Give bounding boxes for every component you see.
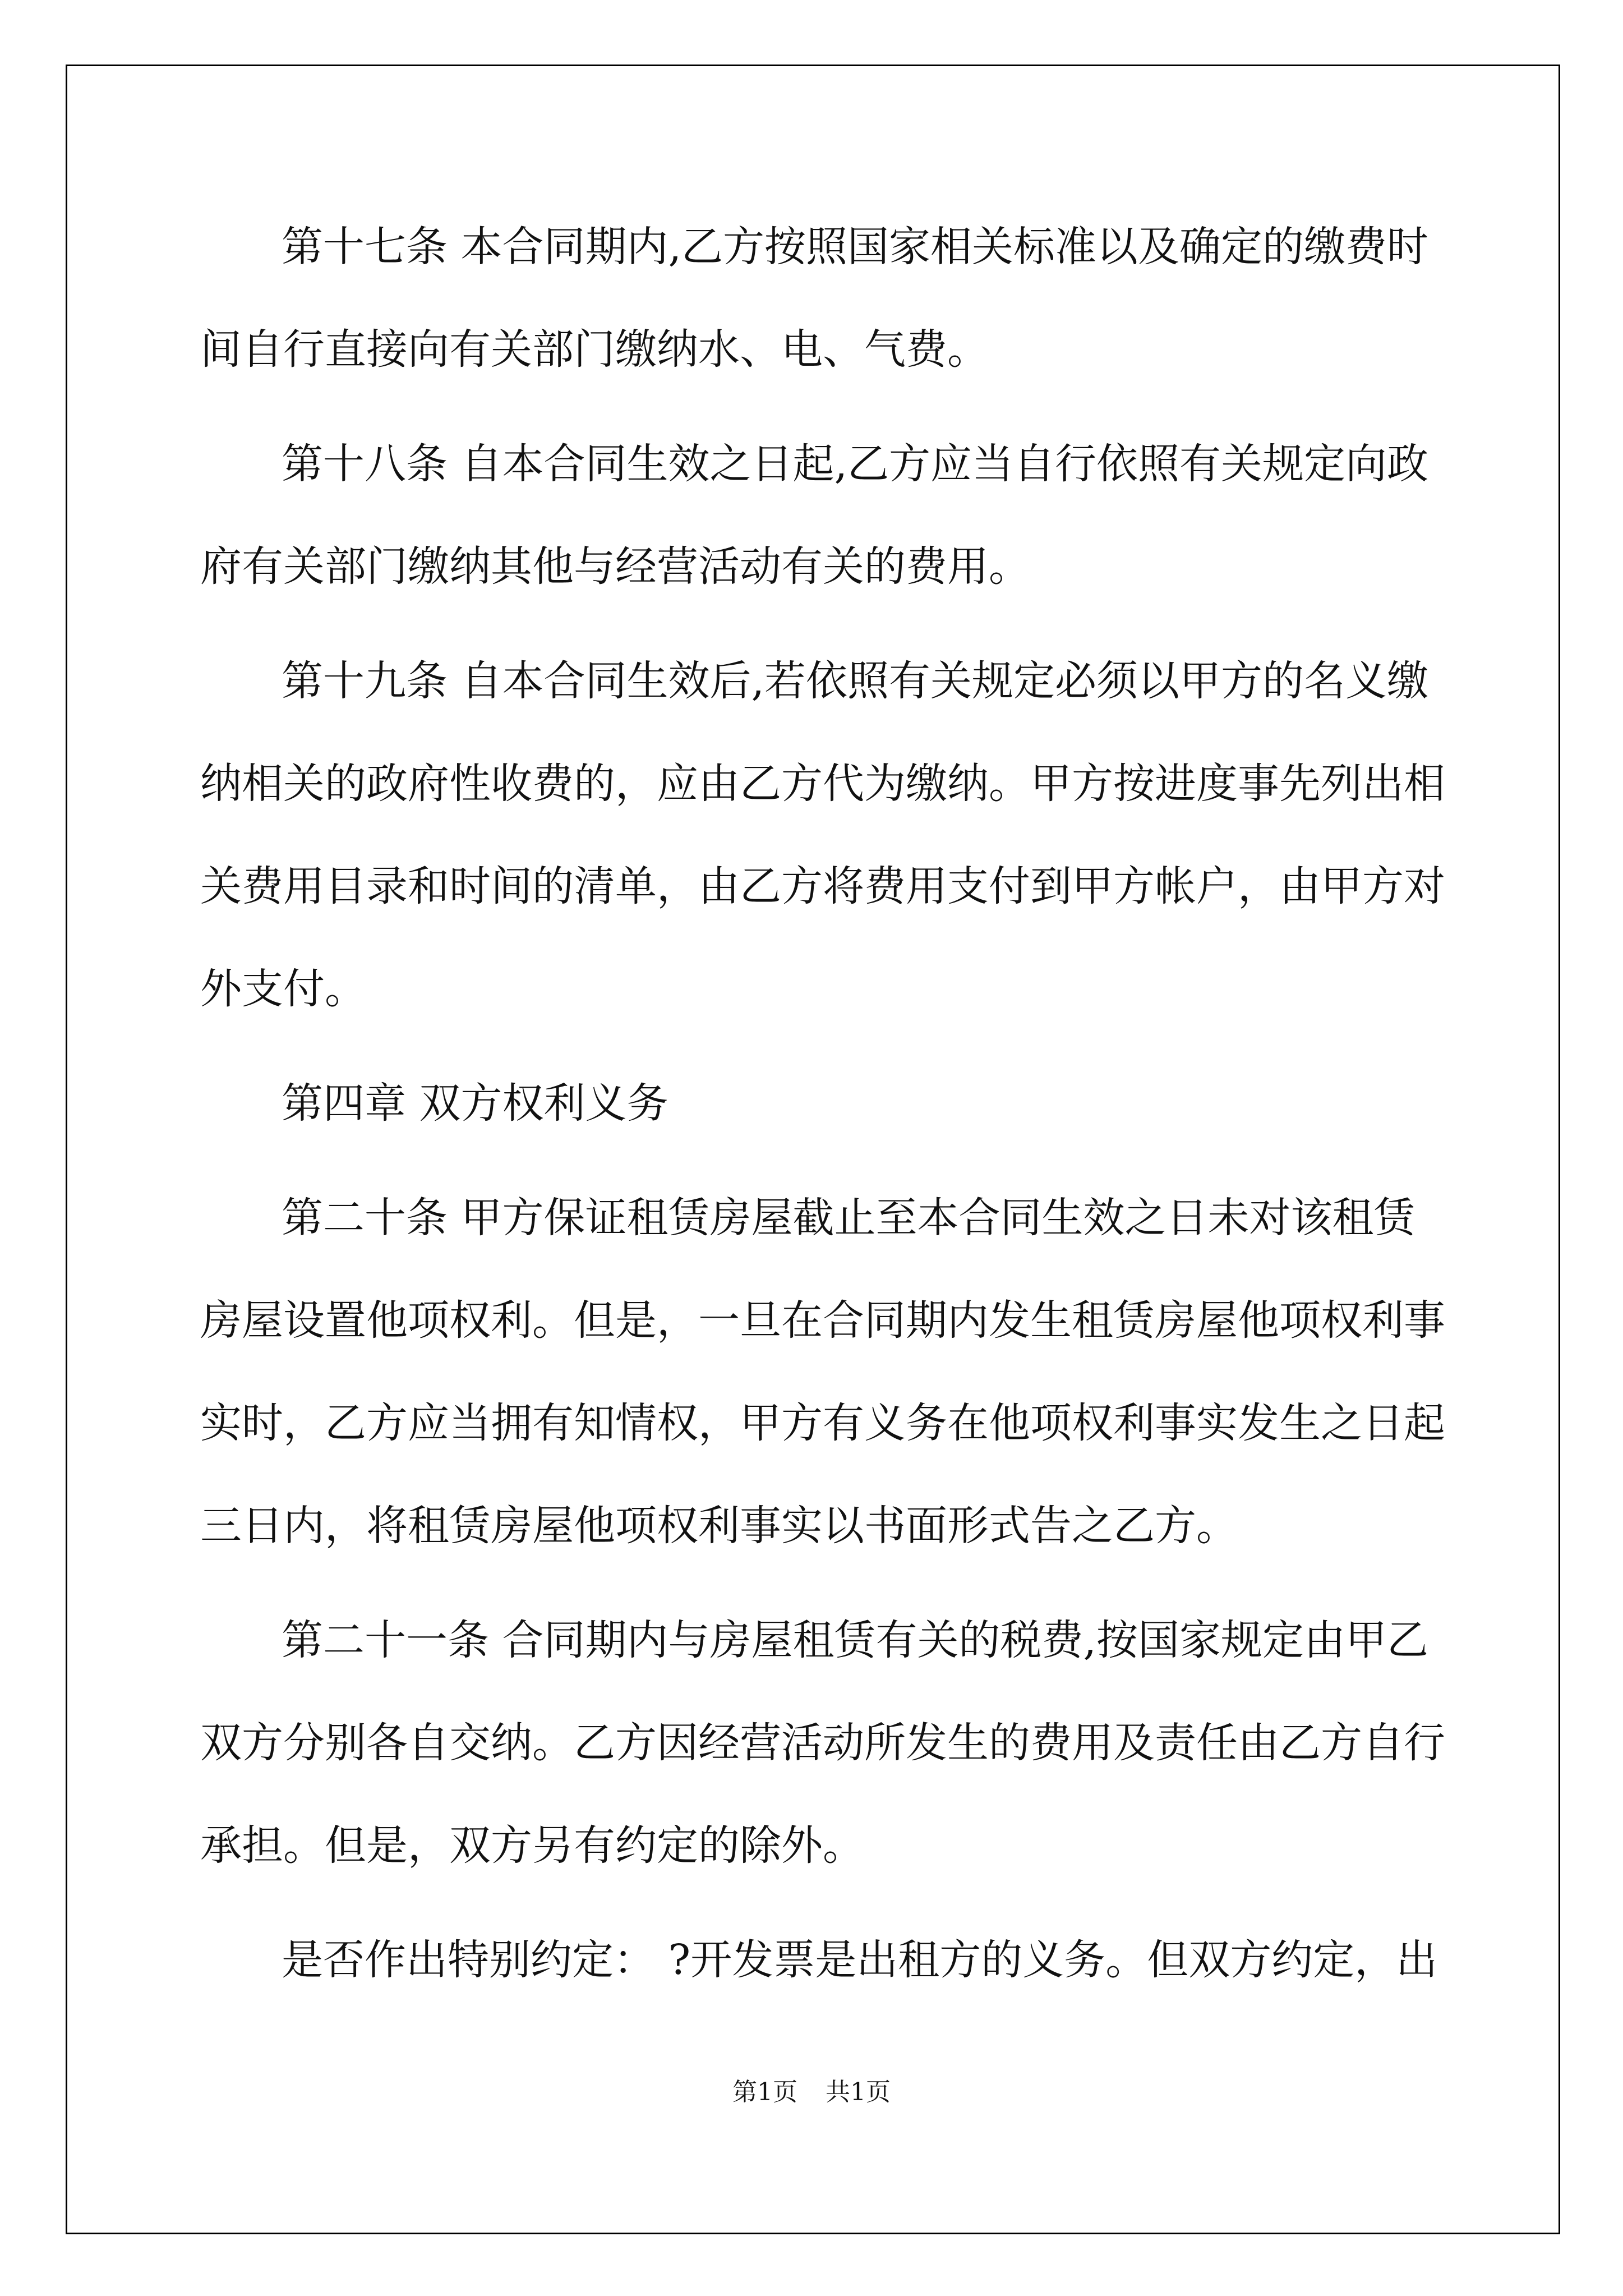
page-footer [0,2076,1623,2109]
article-18-line-2: 府有关部门缴纳其他与经营活动有关的费用。 [200,542,1030,591]
special-agreement-line: 是否作出特别约定： ?开发票是出租方的义务。但双方约定，出 [282,1936,1438,1984]
article-21-line-2: 双方分别各自交纳。乙方因经营活动所发生的费用及责任由乙方自行 [200,1719,1445,1767]
article-19-line-2: 纳相关的政府性收费的，应由乙方代为缴纳。甲方按进度事先列出相 [200,760,1445,808]
article-20-line-4: 三日内，将租赁房屋他项权利事实以书面形式告之乙方。 [200,1502,1238,1550]
page-total: 共1页 [826,2078,891,2106]
article-21-line-3: 承担。但是，双方另有约定的除外。 [200,1821,864,1870]
article-17-line-2: 间自行直接向有关部门缴纳水、电、气费。 [200,325,989,374]
article-20-line-3: 实时，乙方应当拥有知情权，甲方有义务在他项权利事实发生之日起 [200,1399,1445,1447]
article-21-line-1: 第二十一条 合同期内与房屋租赁有关的税费,按国家规定由甲乙 [282,1616,1429,1664]
article-19-line-1: 第十九条 自本合同生效后,若依照有关规定必须以甲方的名义缴 [282,657,1429,705]
page-number: 第1页 [732,2078,797,2106]
article-20-line-2: 房屋设置他项权利。但是，一旦在合同期内发生租赁房屋他项权利事 [200,1296,1445,1345]
chapter-4-heading: 第四章 双方权利义务 [282,1079,668,1128]
article-18-line-1: 第十八条 自本合同生效之日起,乙方应当自行依照有关规定向政 [282,440,1429,488]
article-19-line-3: 关费用目录和时间的清单，由乙方将费用支付到甲方帐户，由甲方对 [200,862,1445,910]
page-border [66,65,1560,2234]
article-19-line-4: 外支付。 [200,965,366,1013]
article-20-line-1: 第二十条 甲方保证租赁房屋截止至本合同生效之日未对该租赁 [282,1194,1415,1242]
article-17-line-1: 第十七条 本合同期内,乙方按照国家相关标准以及确定的缴费时 [282,223,1429,271]
